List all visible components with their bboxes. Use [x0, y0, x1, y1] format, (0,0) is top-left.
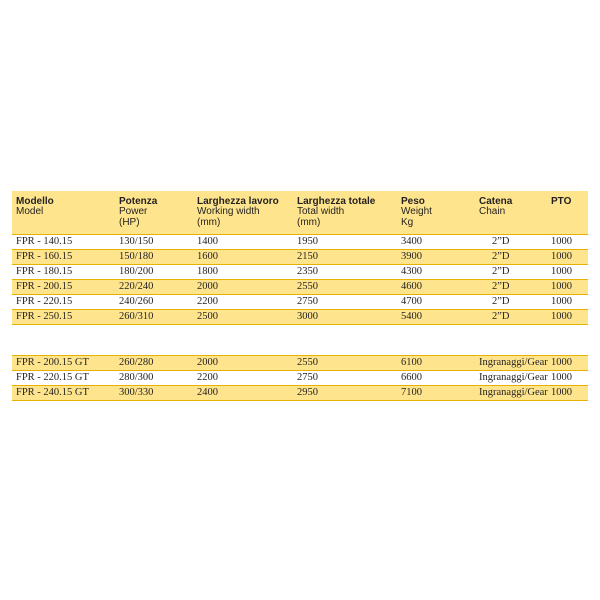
header-weight-it: Peso [401, 196, 425, 207]
cell-chain: Ingranaggi/Gear [479, 372, 548, 383]
cell-total-width: 2750 [297, 372, 318, 383]
table-row [12, 356, 588, 371]
cell-working-width: 2200 [197, 372, 218, 383]
header-total-width-it: Larghezza totale [297, 196, 376, 207]
cell-working-width: 1400 [197, 236, 218, 247]
spec-table [12, 191, 588, 401]
header-power-unit: (HP) [119, 216, 140, 228]
header-power [119, 196, 157, 228]
cell-total-width: 2950 [297, 387, 318, 398]
cell-total-width: 1950 [297, 236, 318, 247]
cell-model: FPR - 220.15 GT [16, 372, 89, 383]
header-working-width-it: Larghezza lavoro [197, 196, 279, 207]
cell-weight: 4600 [401, 281, 422, 292]
cell-power: 220/240 [119, 281, 154, 292]
header-weight-unit: Kg [401, 216, 414, 228]
cell-power: 240/260 [119, 296, 154, 307]
header-chain [479, 196, 512, 218]
cell-power: 280/300 [119, 372, 154, 383]
cell-power: 260/310 [119, 311, 154, 322]
cell-power: 260/280 [119, 357, 154, 368]
cell-chain: 2”D [492, 236, 510, 247]
cell-working-width: 2000 [197, 357, 218, 368]
cell-chain: 2”D [492, 296, 510, 307]
cell-pto: 1000 [551, 236, 572, 247]
cell-pto: 1000 [551, 281, 572, 292]
table-row [12, 250, 588, 265]
cell-total-width: 2350 [297, 266, 318, 277]
cell-weight: 6100 [401, 357, 422, 368]
cell-working-width: 1800 [197, 266, 218, 277]
cell-model: FPR - 200.15 [16, 281, 73, 292]
cell-pto: 1000 [551, 372, 572, 383]
cell-model: FPR - 250.15 [16, 311, 73, 322]
cell-pto: 1000 [551, 387, 572, 398]
cell-total-width: 3000 [297, 311, 318, 322]
header-total-width-en: Total width [297, 206, 345, 217]
cell-weight: 3900 [401, 251, 422, 262]
header-power-it: Potenza [119, 196, 158, 207]
header-model-it: Modello [16, 196, 54, 207]
header-total-width [297, 196, 375, 228]
header-pto-label: PTO [551, 196, 572, 207]
cell-chain: 2”D [492, 311, 510, 322]
group-separator [12, 325, 588, 356]
header-chain-en: Chain [479, 206, 506, 217]
cell-total-width: 2150 [297, 251, 318, 262]
table-row [12, 310, 588, 325]
header-chain-it: Catena [479, 196, 513, 207]
cell-working-width: 2200 [197, 296, 218, 307]
cell-model: FPR - 240.15 GT [16, 387, 89, 398]
cell-model: FPR - 200.15 GT [16, 357, 89, 368]
cell-pto: 1000 [551, 251, 572, 262]
cell-pto: 1000 [551, 296, 572, 307]
header-working-width-en: Working width [197, 206, 260, 217]
cell-total-width: 2550 [297, 357, 318, 368]
cell-model: FPR - 160.15 [16, 251, 73, 262]
cell-power: 130/150 [119, 236, 154, 247]
cell-working-width: 1600 [197, 251, 218, 262]
table-row [12, 386, 588, 401]
header-model [16, 196, 54, 218]
cell-model: FPR - 180.15 [16, 266, 73, 277]
cell-power: 300/330 [119, 387, 154, 398]
header-weight [401, 196, 432, 228]
table-row [12, 295, 588, 310]
cell-working-width: 2400 [197, 387, 218, 398]
cell-chain: 2”D [492, 281, 510, 292]
cell-pto: 1000 [551, 357, 572, 368]
header-working-width-unit: (mm) [197, 216, 221, 228]
cell-chain: Ingranaggi/Gear [479, 357, 548, 368]
cell-model: FPR - 140.15 [16, 236, 73, 247]
cell-power: 180/200 [119, 266, 154, 277]
cell-total-width: 2750 [297, 296, 318, 307]
table-row [12, 280, 588, 295]
cell-weight: 6600 [401, 372, 422, 383]
cell-weight: 5400 [401, 311, 422, 322]
header-power-en: Power [119, 206, 148, 217]
header-model-en: Model [16, 206, 44, 217]
header-total-width-unit: (mm) [297, 216, 321, 228]
cell-pto: 1000 [551, 311, 572, 322]
table-row [12, 235, 588, 250]
cell-chain: Ingranaggi/Gear [479, 387, 548, 398]
cell-total-width: 2550 [297, 281, 318, 292]
cell-weight: 3400 [401, 236, 422, 247]
cell-weight: 4700 [401, 296, 422, 307]
cell-pto: 1000 [551, 266, 572, 277]
cell-power: 150/180 [119, 251, 154, 262]
cell-working-width: 2500 [197, 311, 218, 322]
cell-working-width: 2000 [197, 281, 218, 292]
header-pto [551, 196, 571, 207]
header-working-width [197, 196, 279, 228]
cell-chain: 2”D [492, 251, 510, 262]
header-weight-en: Weight [401, 206, 432, 217]
cell-weight: 7100 [401, 387, 422, 398]
table-row [12, 265, 588, 280]
cell-model: FPR - 220.15 [16, 296, 73, 307]
table-row [12, 371, 588, 386]
table-header [12, 191, 588, 235]
cell-weight: 4300 [401, 266, 422, 277]
cell-chain: 2”D [492, 266, 510, 277]
